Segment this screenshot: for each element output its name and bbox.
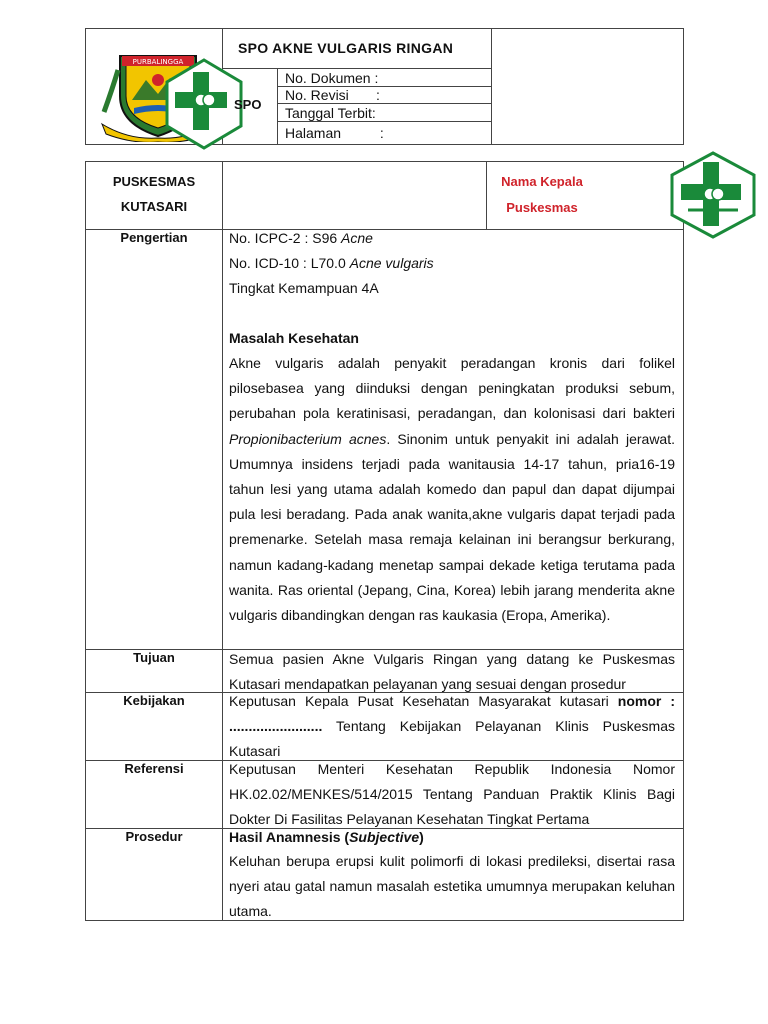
label-prosedur: Prosedur	[125, 829, 183, 844]
spo-label: SPO	[234, 97, 262, 112]
referensi-text: Keputusan Menteri Kesehatan Republik Indonesia Nomor HK.02.02/MENKES/514/2015 Tentang Panduan Praktik Klinis Bagi Dokter Di Fasilitas Pelayanan Kesehatan Tingkat Pertama	[229, 761, 675, 828]
crest-banner-text: PURBALINGGA	[132, 58, 184, 66]
icpc-code: No. ICPC-2 : S96 Acne	[229, 230, 373, 246]
puskesmas-logo	[668, 150, 758, 240]
field-no-revisi: No. Revisi :	[285, 87, 380, 103]
icd-code: No. ICD-10 : L70.0 Acne vulgaris	[229, 255, 434, 271]
competency-level: Tingkat Kemampuan 4A	[229, 280, 379, 296]
label-referensi: Referensi	[124, 761, 184, 776]
prosedur-text: Keluhan berupa erupsi kulit polimorfi di lokasi predileksi, disertai rasa nyeri atau gatal namun masalah estetika umumnya merupakan keluhan utama.	[229, 853, 675, 920]
document-title: SPO AKNE VULGARIS RINGAN	[238, 40, 454, 56]
label-tujuan: Tujuan	[133, 650, 175, 665]
label-pengertian: Pengertian	[120, 230, 188, 245]
tujuan-text: Semua pasien Akne Vulgaris Ringan yang datang ke Puskesmas Kutasari mendapatkan pelayanan yang sesuai dengan prosedur	[229, 651, 675, 693]
label-kebijakan: Kebijakan	[123, 693, 185, 708]
head-name-line2: Puskesmas	[506, 200, 578, 215]
field-halaman: Halaman :	[285, 125, 384, 141]
anamnesis-heading: Hasil Anamnesis (Subjective)	[229, 829, 424, 845]
pengertian-paragraph: Akne vulgaris adalah penyakit peradangan kronis dari folikel pilosebasea yang diinduksi dengan peningkatan produksi sebum, perubahan pola keratinisasi, peradangan, dan kolonisasi dari bakteri Propionibacterium acnes. Sinonim untuk penyakit ini adalah jerawat. Umumnya insidens terjadi pada wanitausia 14-17 tahun, pria16-19 tahun lesi yang utama adalah komedo dan papul dan dapat dijumpai pula lesi beradang. Pada anak wanita,akne vulgaris dapat terjadi pada premenarke. Setelah masa remaja kelainan ini berangsur berkurang, namun kadang-kadang menetap sampai dekade ketiga terutama pada wanita. Ras oriental (Jepang, Cina, Korea) lebih jarang menderita akne vulgaris dibandingkan dengan ras kaukasia (Eropa, Amerika).	[229, 355, 675, 624]
org-name-line2: KUTASARI	[120, 199, 188, 214]
masalah-kesehatan-heading: Masalah Kesehatan	[229, 330, 359, 346]
field-no-dokumen: No. Dokumen :	[285, 70, 379, 86]
field-tanggal-terbit: Tanggal Terbit:	[285, 105, 376, 121]
head-name-line1: Nama Kepala	[501, 174, 583, 189]
kebijakan-text: Keputusan Kepala Pusat Kesehatan Masyarakat kutasari nomor : ........................ Tentang Kebijakan Pelayanan Klinis Puskesmas Kutasari	[229, 693, 675, 760]
org-name-line1: PUSKESMAS	[112, 174, 196, 189]
puskesmas-logo-header	[165, 58, 243, 150]
